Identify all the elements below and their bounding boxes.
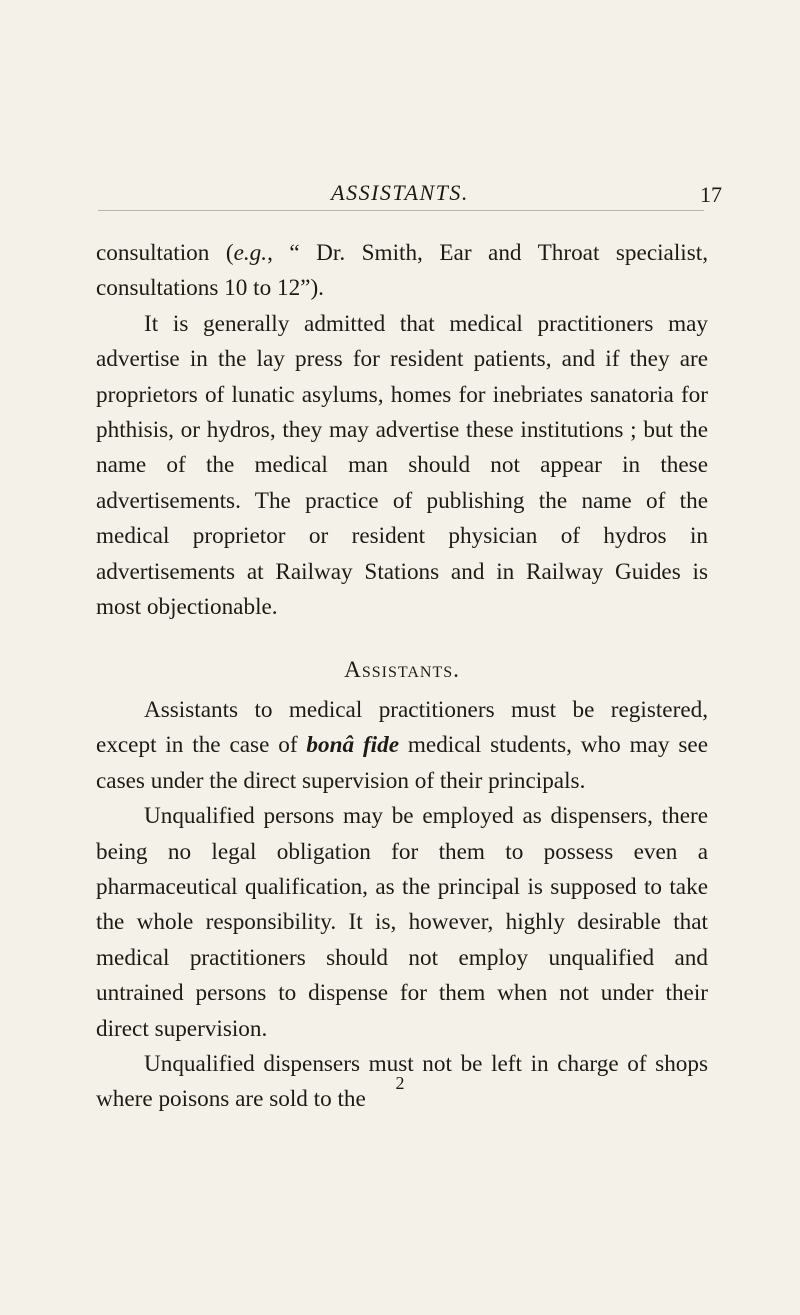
paragraph-consultation-text-c: , “ Dr. Smith, Ear and Throat specialist, consultations 10 to 12”).	[96, 240, 708, 302]
paragraph-assistants	[96, 693, 708, 799]
page-number: 17	[700, 182, 722, 207]
section-heading-assistants: Assistants.	[344, 657, 460, 684]
bona-fide-phrase: bonâ fide	[306, 732, 400, 759]
paragraph-consultation	[96, 236, 708, 307]
paragraph-charge-of-shops: Unqualified dispensers must not be left in charge of shops where poisons are sold to the	[96, 1050, 708, 1113]
running-head	[0, 180, 800, 210]
paragraph-unqualified-dispensers: Unqualified persons may be employed as dispensers, there being no legal obligation for them to possess even a pharmaceutical qualification, as the principal is supposed to take the whole responsibility. It is, however, highly desirable that medical practitioners should not employ unqualified and untrained persons to dispense for them when not under their direct supervision.	[96, 803, 708, 1042]
eg-abbreviation: e.g.	[233, 240, 268, 266]
paragraph-advertising: It is generally admitted that medical practitioners may advertise in the lay press for resident patients, and if they are proprietors of lunatic asylums, homes for inebriates sanatoria for phthisis, or hydros, they may advertise these institutions ; but the name of the medical man should not appear in these advertisements. The practice of publishing the name of the medical proprietor or resident physician of hydros in advertisements at Railway Stations and in Railway Guides is most objectionable.	[96, 310, 708, 621]
paragraph-assistants-text-a: Assistants to medical practitioners must be registered, except in the case of	[96, 696, 708, 759]
paragraph-assistants-text-c: medical students, who may see cases under the direct supervision of their principals.	[96, 732, 708, 794]
signature-mark: 2	[395, 1073, 405, 1093]
body-text	[96, 236, 708, 1118]
paragraph-consultation-text-a: consultation (	[96, 240, 234, 266]
header-rule	[98, 210, 704, 211]
running-title: ASSISTANTS.	[331, 180, 469, 205]
